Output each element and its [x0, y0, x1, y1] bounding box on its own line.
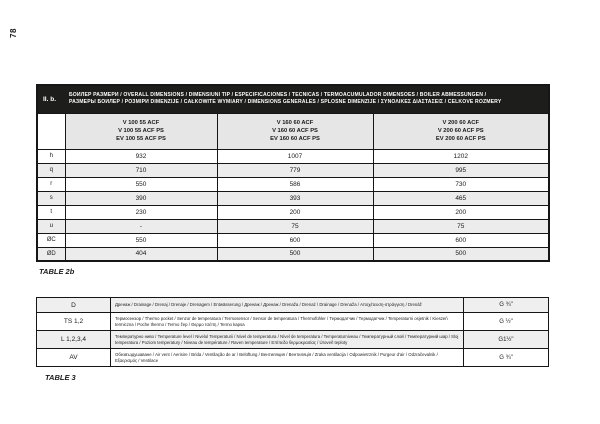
dimension-value: 75: [373, 219, 549, 233]
table-title-bar: [37, 85, 549, 113]
dimension-label: r: [37, 177, 65, 191]
model-name: V 200 60 ACF: [442, 120, 480, 126]
dimension-value: 586: [217, 177, 373, 191]
dimension-value: 779: [217, 163, 373, 177]
connection-size: G ½": [464, 313, 549, 331]
connection-row-l: [37, 331, 549, 349]
table-2b-caption: TABLE 2b: [39, 267, 75, 276]
dimension-value: 1202: [373, 149, 549, 163]
dimension-row-r: [37, 177, 549, 191]
table-title-row: [37, 85, 549, 113]
dimension-value: -: [65, 219, 217, 233]
model-name: EV 160 60 ACF PS: [270, 136, 320, 142]
connection-row-ts: [37, 313, 549, 331]
connection-code: D: [37, 298, 111, 313]
dimension-label: s: [37, 191, 65, 205]
dimension-label: ØC: [37, 233, 65, 247]
model-name: EV 100 55 ACF PS: [116, 136, 166, 142]
dimension-row-u: [37, 219, 549, 233]
connection-description: Обезвъздушаване / Air vent / Aerisire / Brida / Ventilação de ar / Belüftung / Вентиляция / Вентиляція / Zraka ventilacija / Odpowietrznik / Purgeur d'air / Odzračevalnik / Εξαερισμός / Ventilace: [111, 349, 464, 367]
model-column-header-2: [217, 113, 373, 149]
connection-description: Температурно ниво / Temperature level / Nivelul Temperaturii / Nivel de temperatura / Nível de temperatura / Temperaturniveau / Температурный слой / Температурний шар / Sloj temperatura / Poziom temperatury / Niveau de température / Raven temperature / Επίπεδο θερμοκρασίας / Úroveň teploty: [111, 331, 464, 349]
dimension-row-h: [37, 149, 549, 163]
connection-description: Термосензор / Thermo pocket / Senzor de temperatura / Termosensor / Sensor de temperatura / Thermofühler / Термодатчик / Термодатчик / Temperaturni osjetnik / Kieszeń termiczna / Poche thermo / Termo žep / Θερμο τσέπη / Termo kapsa: [111, 313, 464, 331]
connection-code: TS 1,2: [37, 313, 111, 331]
model-name: V 100 55 ACF: [122, 120, 160, 126]
dimension-value: 730: [373, 177, 549, 191]
dimension-value: 995: [373, 163, 549, 177]
table-3-caption: TABLE 3: [45, 373, 76, 382]
dimension-value: 500: [217, 247, 373, 261]
model-name: EV 200 60 ACF PS: [435, 136, 486, 142]
dimension-value: 600: [217, 233, 373, 247]
table-title: [69, 92, 542, 107]
dimension-row-t: [37, 205, 549, 219]
dimension-value: 75: [217, 219, 373, 233]
dimension-row-oc: [37, 233, 549, 247]
connection-size: G1½": [464, 331, 549, 349]
dimension-value: 404: [65, 247, 217, 261]
table-title-line1: БОЙЛЕР РАЗМЕРИ / OVERALL DIMENSIONS / DIMENSIUNI TIP / ESPECIFICACIONES / TÉCNICAS / TERMOACUMULADOR DIMENSÕES / BOILER ABMESSUNGEN /: [69, 91, 487, 98]
dimension-label: h: [37, 149, 65, 163]
dimension-value: 1007: [217, 149, 373, 163]
connections-table: [36, 297, 549, 367]
connection-size: G ¾": [464, 298, 549, 313]
dimension-row-q: [37, 163, 549, 177]
dimension-value: 200: [217, 205, 373, 219]
dimension-label: u: [37, 219, 65, 233]
section-label: II. b.: [43, 95, 56, 103]
model-header-row: [37, 113, 549, 149]
dimension-value: 550: [65, 233, 217, 247]
connection-code: AV: [37, 349, 111, 367]
dimension-value: 500: [373, 247, 549, 261]
page-number: 78: [9, 28, 18, 38]
connection-row-d: [37, 298, 549, 313]
dimension-label: t: [37, 205, 65, 219]
dimension-label: q: [37, 163, 65, 177]
dimension-value: 550: [65, 177, 217, 191]
dimension-value: 932: [65, 149, 217, 163]
dimension-value: 710: [65, 163, 217, 177]
empty-corner-cell: [37, 113, 65, 149]
connection-code: L 1,2,3,4: [37, 331, 111, 349]
connection-size: G ¾": [464, 349, 549, 367]
model-column-header-3: [373, 113, 549, 149]
connection-description: Дренаж / Drainage / Drenaj / Drenaje / Drenagem / Entwässerung / Дренаж / Дренаж / Drenaža / Drenaż / Drainage / Drenaža / Αποχέτευση-στράγγιση / Drenáž: [111, 298, 464, 313]
dimension-value: 230: [65, 205, 217, 219]
document-content: [36, 84, 548, 382]
dimension-value: 393: [217, 191, 373, 205]
dimension-value: 390: [65, 191, 217, 205]
dimension-label: ØD: [37, 247, 65, 261]
model-name: V 100 55 ACF PS: [118, 128, 164, 134]
dimensions-table: [36, 84, 550, 262]
model-name: V 160 60 ACF PS: [272, 128, 318, 134]
dimension-value: 465: [373, 191, 549, 205]
dimension-value: 200: [373, 205, 549, 219]
model-name: V 160 60 ACF: [276, 120, 314, 126]
model-name: V 200 60 ACF PS: [437, 128, 484, 134]
table-title-line2: РАЗМЕРЫ БОЙЛЕР / РОЗМІРИ DIMENZIJE / CAŁKOWITE WYMIARY / DIMENSIONS GÉNÉRALES / SPLOŠNE DIMENZIJE / ΣΥΝΟΛΙΚΕΣ ΔΙΑΣΤΑΣΕΙΣ / CELKOVÉ ROZMĚRY: [69, 99, 502, 106]
connection-row-av: [37, 349, 549, 367]
dimension-row-od: [37, 247, 549, 261]
dimension-value: 600: [373, 233, 549, 247]
dimension-row-s: [37, 191, 549, 205]
model-column-header-1: [65, 113, 217, 149]
